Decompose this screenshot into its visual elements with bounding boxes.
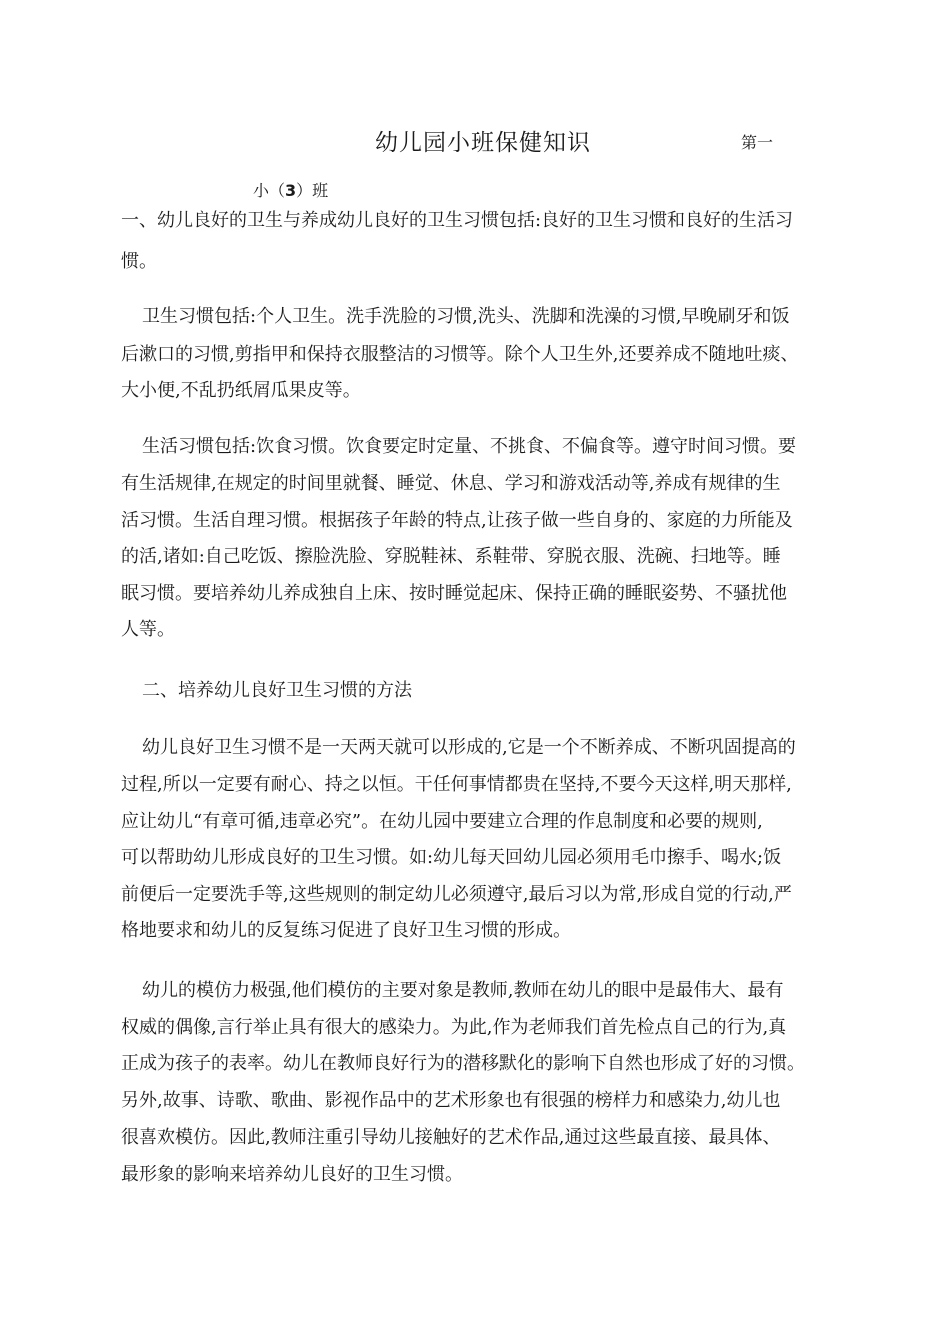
text-line: 大小便,不乱扔纸屑瓜果皮等。 bbox=[121, 380, 361, 401]
text-line: 过程,所以一定要有耐心、持之以恒。干任何事情都贵在坚持,不要今天这样,明天那样, bbox=[121, 774, 792, 795]
text-line: 活习惯。生活自理习惯。根据孩子年龄的特点,让孩子做一些自身的、家庭的力所能及 bbox=[121, 510, 793, 531]
text-line: 应让幼儿“有章可循,违章必究”。在幼儿园中要建立合理的作息制度和必要的规则, bbox=[121, 811, 763, 832]
text-line: 幼儿良好卫生习惯不是一天两天就可以形成的,它是一个不断养成、不断巩固提高的 bbox=[142, 737, 796, 758]
document-title: 幼儿园小班保健知识 bbox=[375, 130, 591, 156]
text-line: 格地要求和幼儿的反复练习促进了良好卫生习惯的形成。 bbox=[121, 920, 571, 941]
text-line: 幼儿的模仿力极强,他们模仿的主要对象是教师,教师在幼儿的眼中是最伟大、最有 bbox=[142, 980, 784, 1001]
class-label bbox=[253, 178, 328, 201]
text-line: 很喜欢模仿。因此,教师注重引导幼儿接触好的艺术作品,通过这些最直接、最具体、 bbox=[121, 1127, 781, 1148]
text-line: 权威的偶像,言行举止具有很大的感染力。为此,作为老师我们首先检点自己的行为,真 bbox=[121, 1017, 787, 1038]
text-line: 生活习惯包括:饮食习惯。饮食要定时定量、不挑食、不偏食等。遵守时间习惯。要 bbox=[142, 436, 797, 457]
text-line: 可以帮助幼儿形成良好的卫生习惯。如:幼儿每天回幼儿园必须用毛巾擦手、喝水;饭 bbox=[121, 847, 782, 868]
class-prefix: 小（ bbox=[253, 181, 286, 200]
text-line: 前便后一定要洗手等,这些规则的制定幼儿必须遵守,最后习以为常,形成自觉的行动,严 bbox=[121, 884, 792, 905]
text-line: 惯。 bbox=[121, 251, 157, 272]
text-line: 的活,诸如:自己吃饭、擦脸洗脸、穿脱鞋袜、系鞋带、穿脱衣服、洗碗、扫地等。睡 bbox=[121, 546, 781, 567]
text-line: 有生活规律,在规定的时间里就餐、睡觉、休息、学习和游戏活动等,养成有规律的生 bbox=[121, 473, 781, 494]
corner-label: 第一 bbox=[741, 133, 774, 152]
text-line: 另外,故事、诗歌、歌曲、影视作品中的艺术形象也有很强的榜样力和感染力,幼儿也 bbox=[121, 1090, 781, 1111]
text-line: 后漱口的习惯,剪指甲和保持衣服整洁的习惯等。除个人卫生外,还要养成不随地吐痰、 bbox=[121, 344, 799, 365]
text-line: 一、幼儿良好的卫生与养成幼儿良好的卫生习惯包括:良好的卫生习惯和良好的生活习 bbox=[121, 210, 794, 231]
text-line: 正成为孩子的表率。幼儿在教师良好行为的潜移默化的影响下自然也形成了好的习惯。 bbox=[121, 1053, 805, 1074]
text-line: 眠习惯。要培养幼儿养成独自上床、按时睡觉起床、保持正确的睡眠姿势、不骚扰他 bbox=[121, 583, 787, 604]
text-line: 人等。 bbox=[121, 619, 175, 640]
class-number: 3 bbox=[285, 181, 297, 200]
section-heading: 二、培养幼儿良好卫生习惯的方法 bbox=[142, 680, 412, 701]
text-line: 卫生习惯包括:个人卫生。洗手洗脸的习惯,洗头、洗脚和洗澡的习惯,早晚刷牙和饭 bbox=[142, 306, 790, 327]
class-suffix: ）班 bbox=[296, 181, 329, 200]
text-line: 最形象的影响来培养幼儿良好的卫生习惯。 bbox=[121, 1164, 463, 1185]
